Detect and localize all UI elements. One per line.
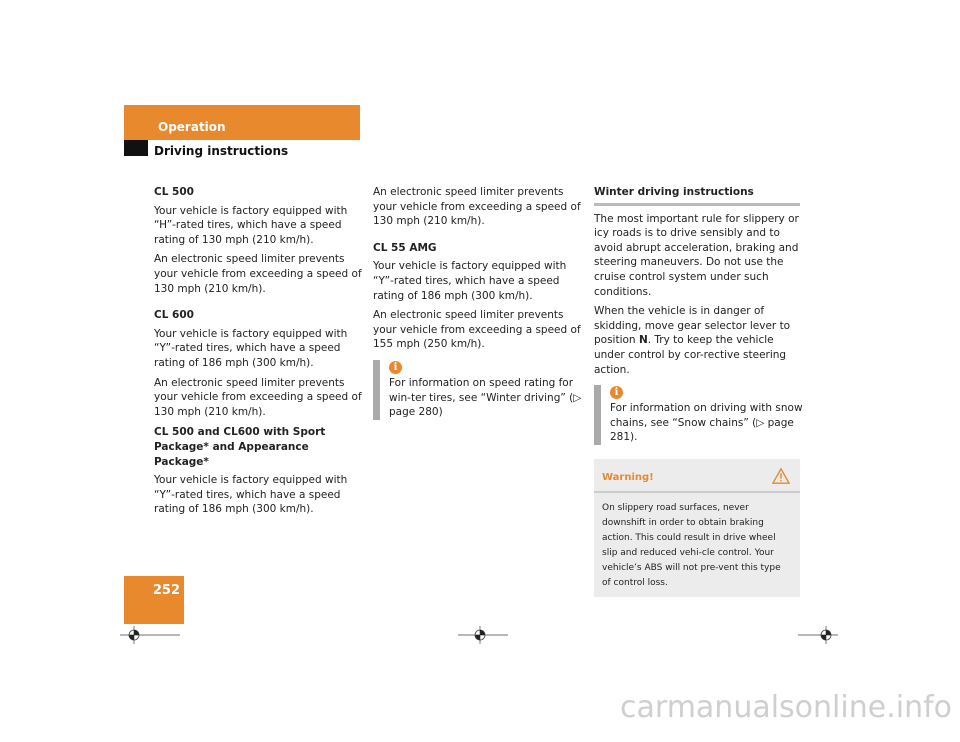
heading-cl600: CL 600 xyxy=(154,309,194,322)
text-after: . Try to keep the vehicle under control by cor-rective steering action. xyxy=(594,334,787,376)
info-icon: i xyxy=(610,386,623,399)
registration-mark-icon xyxy=(120,624,180,644)
watermark: carmanualsonline.info xyxy=(620,690,952,725)
paragraph: Your vehicle is factory equipped with “H”-rated tires, which have a speed rating of 130 mph (210 km/h). xyxy=(154,204,348,246)
info-bar xyxy=(594,385,601,445)
info-note xyxy=(594,385,804,445)
header-black-tab xyxy=(124,140,148,156)
text-before: When the vehicle is in danger of skidding, move gear selector lever to position xyxy=(594,305,791,347)
heading-cl55amg: CL 55 AMG xyxy=(373,241,437,254)
warning-text: On slippery road surfaces, never downshift in order to obtain braking action. This could result in drive wheel slip and reduced vehi-cle control. Your vehicle’s ABS will not pre-vent this type of control loss. xyxy=(602,502,781,588)
page-number-box xyxy=(124,576,184,624)
paragraph: An electronic speed limiter prevents your vehicle from exceeding a speed of 130 mph (210 km/h). xyxy=(154,253,362,295)
info-icon: i xyxy=(389,361,402,374)
paragraph-gear-selector xyxy=(594,304,804,377)
heading-cl500: CL 500 xyxy=(154,186,194,198)
info-text: For information on speed rating for win-ter tires, see “Winter driving” (▷ page 280) xyxy=(389,376,582,419)
gear-position: N xyxy=(638,334,648,347)
paragraph: An electronic speed limiter prevents your vehicle from exceeding a speed of 130 mph (210 km/h). xyxy=(154,376,362,418)
info-text: For information on driving with snow chains, see “Snow chains” (▷ page 281). xyxy=(610,402,803,444)
warning-triangle-icon xyxy=(772,467,790,485)
paragraph: Your vehicle is factory equipped with “Y”-rated tires, which have a speed rating of 186 mph (300 km/h). xyxy=(373,260,567,302)
column-1 xyxy=(154,185,364,522)
warning-box xyxy=(594,459,800,597)
paragraph: Your vehicle is factory equipped with “Y”-rated tires, which have a speed rating of 186 mph (300 km/h). xyxy=(154,327,348,369)
heading-sport-package: CL 500 and CL600 with Sport Package* and Appearance Package* xyxy=(154,426,326,468)
winter-driving-heading: Winter driving instructions xyxy=(594,185,800,206)
registration-mark-icon xyxy=(798,624,858,644)
section-title: Operation xyxy=(158,120,226,134)
subsection-title: Driving instructions xyxy=(154,144,289,158)
paragraph: An electronic speed limiter prevents your vehicle from exceeding a speed of 130 mph (210 km/h). xyxy=(373,186,581,228)
column-2 xyxy=(373,185,583,420)
info-note xyxy=(373,360,583,420)
registration-mark-icon xyxy=(458,624,518,644)
column-3 xyxy=(594,185,804,597)
warning-title: Warning! xyxy=(602,471,654,483)
paragraph: The most important rule for slippery or icy roads is to drive sensibly and to avoid abrupt acceleration, braking and steering maneuvers. Do not use the cruise control system under such conditions. xyxy=(594,212,799,298)
info-bar xyxy=(373,360,380,420)
paragraph: Your vehicle is factory equipped with “Y”-rated tires, which have a speed rating of 186 mph (300 km/h). xyxy=(154,474,348,516)
paragraph: An electronic speed limiter prevents your vehicle from exceeding a speed of 155 mph (250 km/h). xyxy=(373,309,581,351)
warning-header xyxy=(594,459,800,493)
page-number: 252 xyxy=(152,583,180,598)
